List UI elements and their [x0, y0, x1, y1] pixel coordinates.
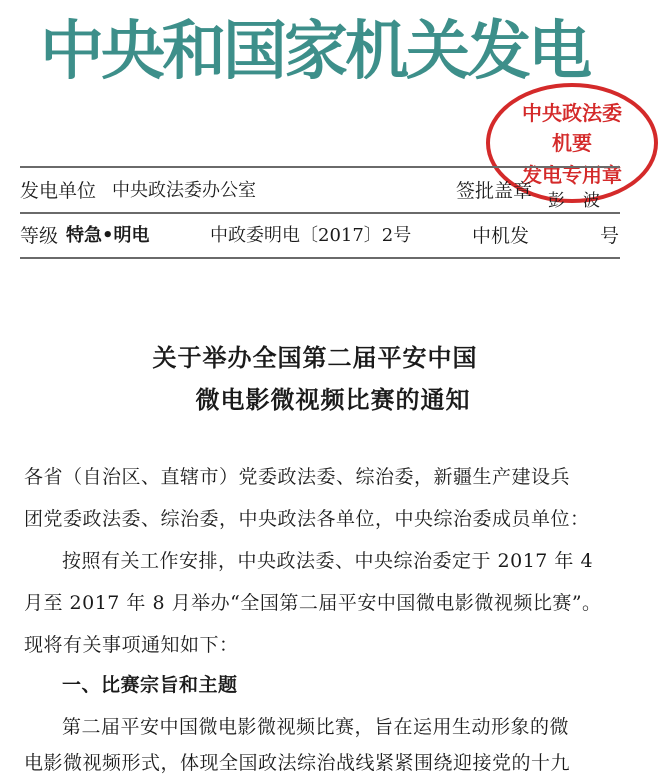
paragraph2-line2: 月至 2017 年 8 月举办“全国第二届平安中国微电影微视频比赛”。	[24, 592, 602, 614]
center-label: 中机发	[472, 225, 530, 247]
meta-bottom-divider	[20, 257, 620, 259]
seal-middle-text: 机要	[552, 131, 592, 155]
paragraph2-line1: 按照有关工作安排，中央政法委、中央综治委定于 2017 年 4	[62, 550, 594, 572]
section1-heading: 一、比赛宗旨和主题	[62, 674, 238, 696]
paragraph3-line1: 第二届平安中国微电影微视频比赛，旨在运用生动形象的微	[62, 716, 570, 738]
document-banner: 中央和国家机关发电	[40, 15, 589, 89]
paragraph1-line2: 团党委政法委、综治委，中央政法各单位，中央综治委成员单位：	[24, 508, 590, 530]
seal-top-text: 中央政法委	[522, 101, 622, 125]
number-label: 号	[600, 225, 620, 247]
sender-value: 中央政法委办公室	[112, 180, 256, 201]
grade-row	[20, 217, 620, 253]
document-title-line1: 关于举办全国第二届平安中国	[152, 343, 478, 372]
sender-row	[20, 172, 620, 211]
sender-label: 发电单位	[20, 180, 97, 202]
signer-label: 签批盖章	[456, 180, 533, 202]
paragraph3-line2: 电影微视频形式，体现全国政法综治战线紧紧围绕迎接党的十九	[24, 752, 571, 774]
document-title-line2: 微电影微视频比赛的通知	[195, 385, 471, 414]
grade-value: 特急•明电	[66, 225, 150, 246]
paragraph2-line3: 现将有关事项通知如下：	[24, 634, 239, 656]
grade-label: 等级	[20, 225, 59, 247]
document-number: 中政委明电〔2017〕2号	[210, 225, 412, 246]
signer-value: 彭波	[548, 191, 618, 211]
meta-divider	[20, 212, 620, 214]
seal-bottom-text: 发电专用章	[522, 163, 622, 187]
header-divider	[20, 166, 620, 168]
paragraph1-line1: 各省（自治区、直辖市）党委政法委、综治委，新疆生产建设兵	[24, 466, 571, 488]
